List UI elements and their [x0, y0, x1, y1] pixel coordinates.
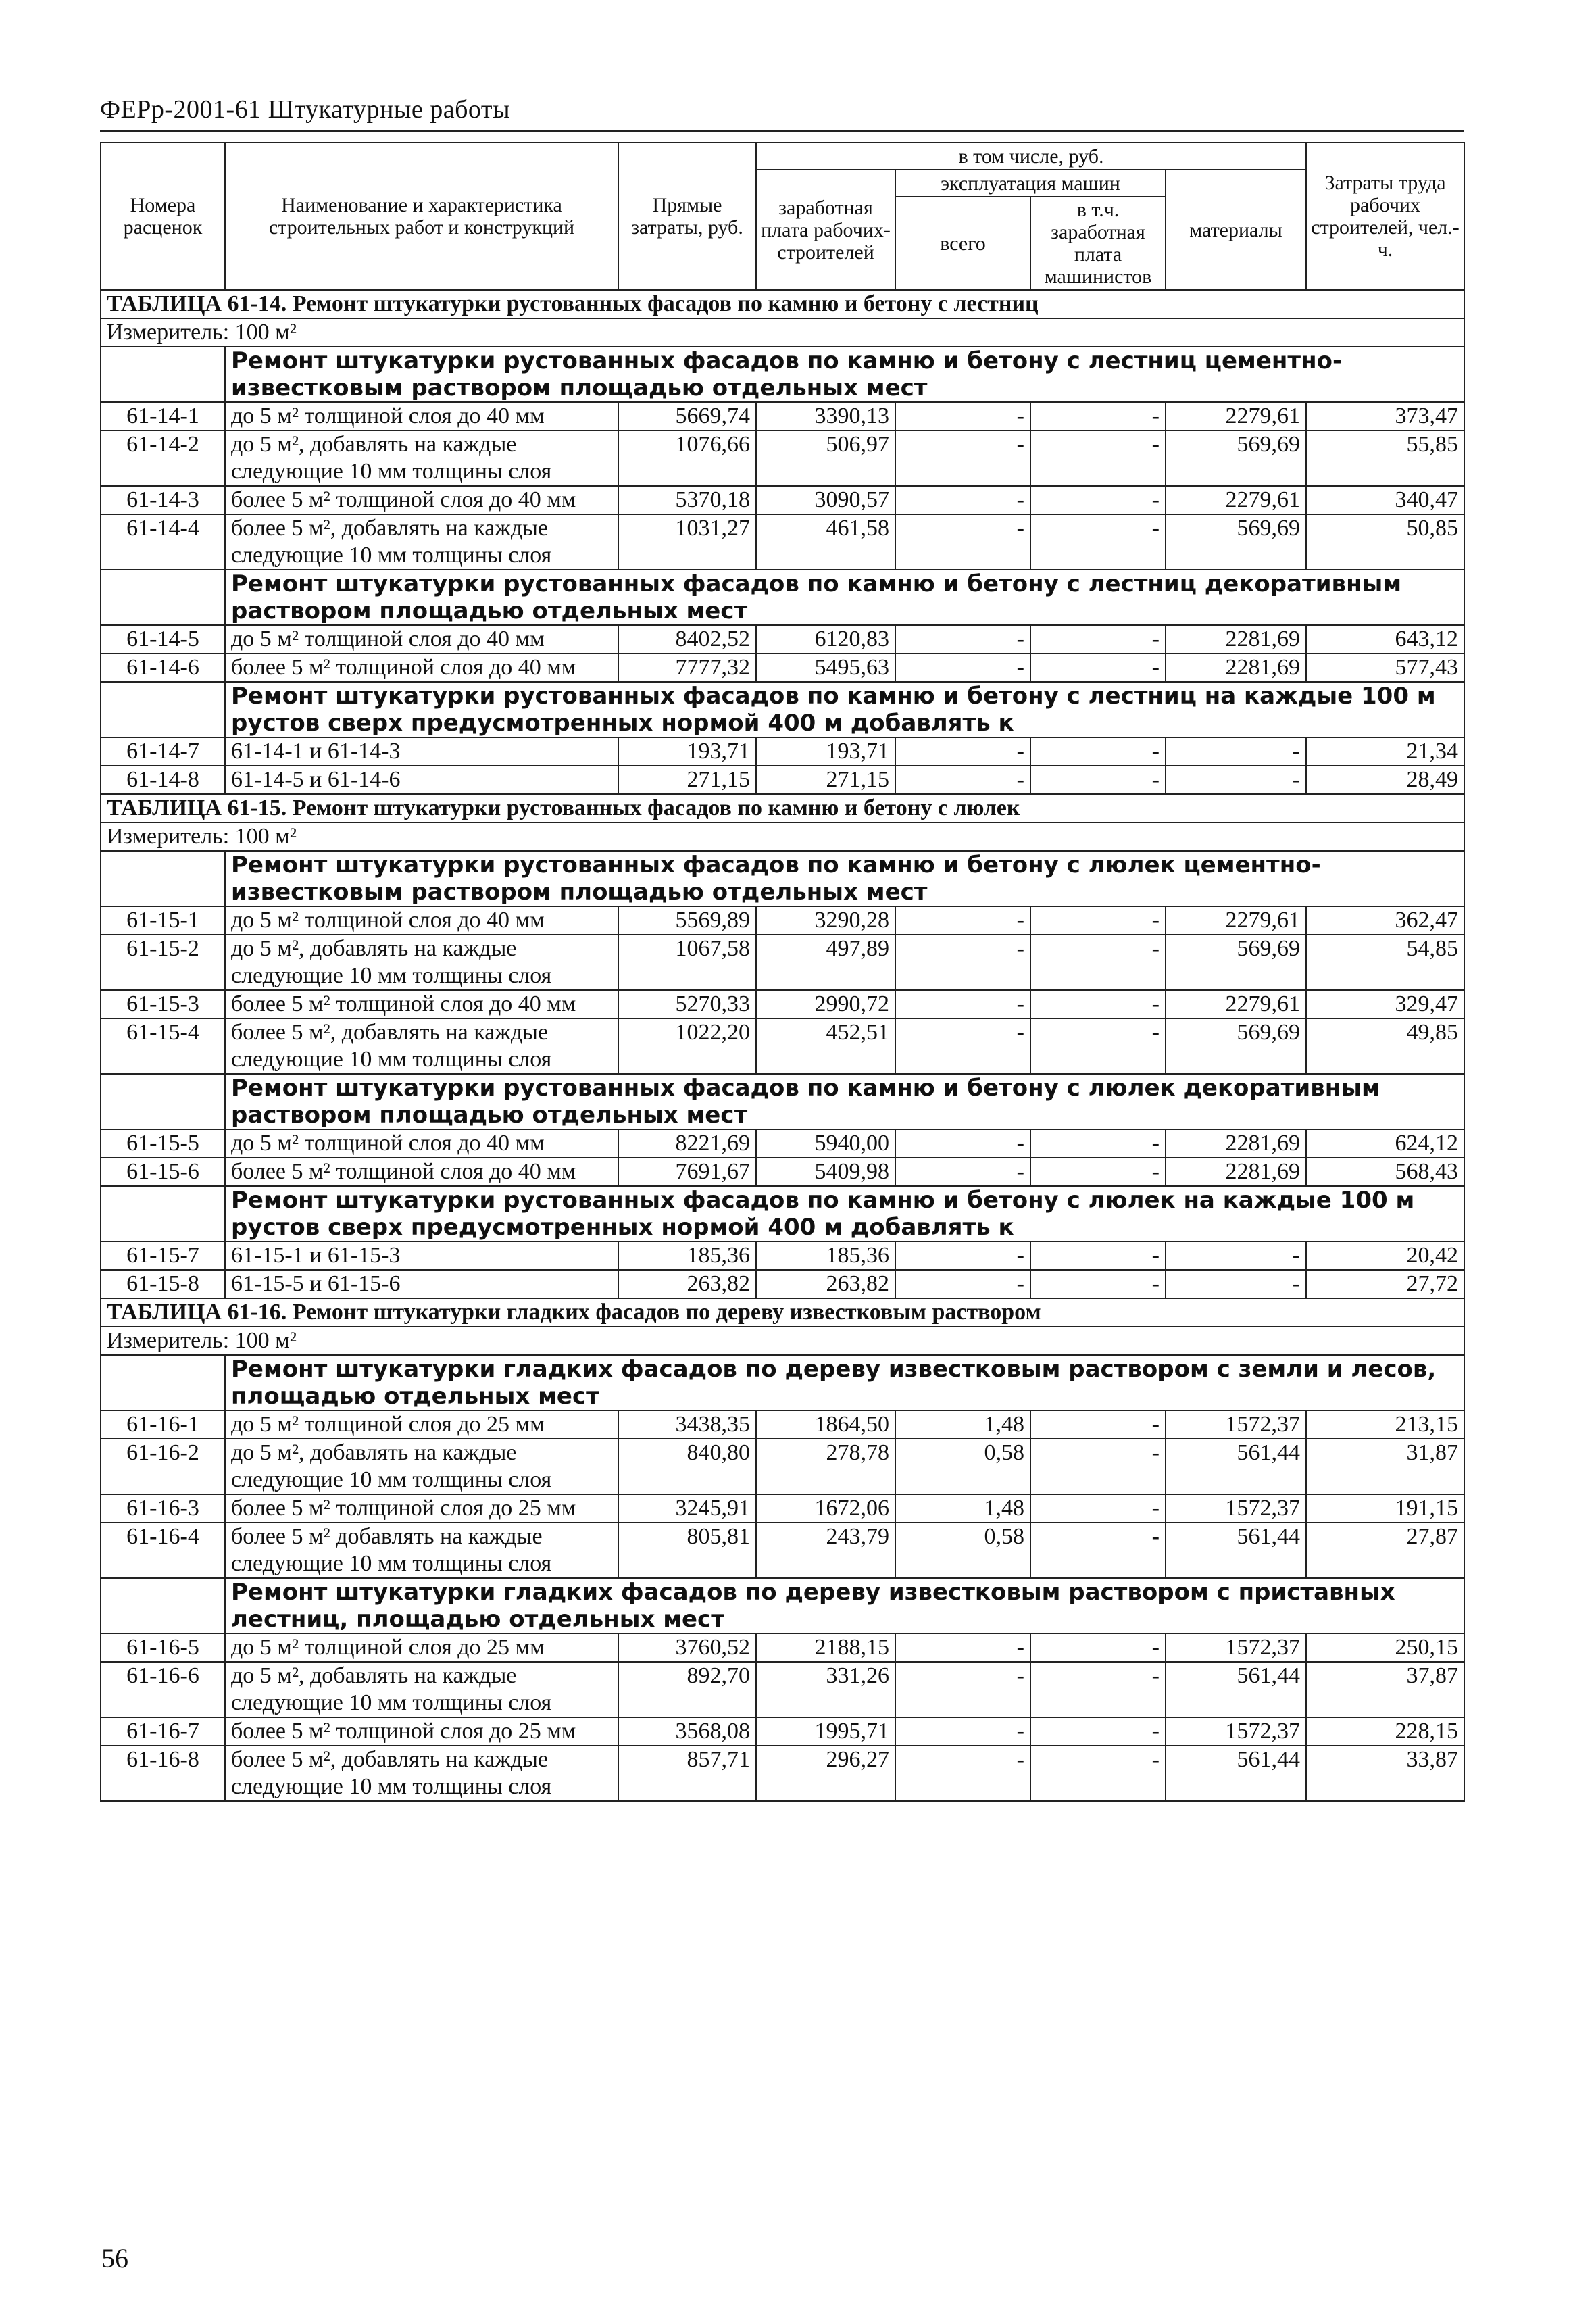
row-wages: 1995,71 — [756, 1717, 895, 1746]
row-machines-wages: - — [1030, 1129, 1166, 1158]
row-code: 61-14-4 — [101, 514, 225, 570]
row-machines-total: - — [895, 654, 1030, 682]
row-machines-total: - — [895, 1158, 1030, 1186]
row-name: до 5 м², добавлять на каждые следующие 10 мм толщины слоя — [225, 1662, 618, 1717]
row-code: 61-14-1 — [101, 402, 225, 430]
row-labor: 373,47 — [1306, 402, 1464, 430]
row-materials: 2281,69 — [1166, 1158, 1306, 1186]
row-name: до 5 м² толщиной слоя до 25 мм — [225, 1633, 618, 1662]
row-labor: 27,87 — [1306, 1523, 1464, 1578]
row-code: 61-14-7 — [101, 737, 225, 766]
row-code: 61-16-3 — [101, 1494, 225, 1523]
row-name: 61-14-5 и 61-14-6 — [225, 766, 618, 794]
row-code: 61-15-4 — [101, 1018, 225, 1074]
row-direct-cost: 1076,66 — [618, 430, 756, 486]
section-spacer — [101, 1186, 225, 1241]
row-machines-wages: - — [1030, 1523, 1166, 1578]
row-name: до 5 м², добавлять на каждые следующие 10 мм толщины слоя — [225, 430, 618, 486]
row-machines-wages: - — [1030, 1158, 1166, 1186]
row-machines-wages: - — [1030, 1717, 1166, 1746]
row-direct-cost: 5669,74 — [618, 402, 756, 430]
row-wages: 296,27 — [756, 1746, 895, 1801]
measure-row — [101, 318, 1464, 347]
row-machines-total: - — [895, 402, 1030, 430]
row-machines-total: - — [895, 766, 1030, 794]
table-row — [101, 935, 1464, 990]
section-spacer — [101, 682, 225, 737]
row-materials: 561,44 — [1166, 1523, 1306, 1578]
col-machines-total-header: всего — [895, 197, 1030, 290]
table-title-row — [101, 794, 1464, 822]
row-code: 61-15-2 — [101, 935, 225, 990]
row-machines-total: - — [895, 1129, 1030, 1158]
row-direct-cost: 840,80 — [618, 1439, 756, 1494]
section-header-row — [101, 1355, 1464, 1410]
page-header: ФЕРр-2001-61 Штукатурные работы — [100, 95, 511, 124]
row-wages: 331,26 — [756, 1662, 895, 1717]
row-code: 61-14-5 — [101, 625, 225, 654]
row-wages: 506,97 — [756, 430, 895, 486]
section-header-row — [101, 682, 1464, 737]
row-machines-wages: - — [1030, 935, 1166, 990]
row-machines-total: - — [895, 1717, 1030, 1746]
row-machines-total: - — [895, 990, 1030, 1018]
table-row — [101, 1410, 1464, 1439]
row-labor: 362,47 — [1306, 906, 1464, 935]
row-direct-cost: 185,36 — [618, 1241, 756, 1270]
row-labor: 20,42 — [1306, 1241, 1464, 1270]
row-machines-total: - — [895, 1241, 1030, 1270]
row-labor: 340,47 — [1306, 486, 1464, 514]
table-row — [101, 402, 1464, 430]
row-wages: 193,71 — [756, 737, 895, 766]
row-code: 61-15-8 — [101, 1270, 225, 1298]
row-wages: 5409,98 — [756, 1158, 895, 1186]
row-machines-total: - — [895, 1633, 1030, 1662]
row-machines-wages: - — [1030, 1270, 1166, 1298]
row-labor: 55,85 — [1306, 430, 1464, 486]
row-machines-wages: - — [1030, 430, 1166, 486]
row-machines-wages: - — [1030, 514, 1166, 570]
row-materials: 2279,61 — [1166, 906, 1306, 935]
table-row — [101, 486, 1464, 514]
table-row — [101, 1633, 1464, 1662]
row-labor: 228,15 — [1306, 1717, 1464, 1746]
table-row — [101, 1158, 1464, 1186]
row-direct-cost: 263,82 — [618, 1270, 756, 1298]
row-wages: 452,51 — [756, 1018, 895, 1074]
section-title: Ремонт штукатурки рустованных фасадов по камню и бетону с люлек декоративным раствором площадью отдельных мест — [225, 1074, 1464, 1129]
row-wages: 185,36 — [756, 1241, 895, 1270]
table-row — [101, 1439, 1464, 1494]
section-spacer — [101, 1074, 225, 1129]
table-body — [101, 290, 1464, 1801]
row-direct-cost: 3438,35 — [618, 1410, 756, 1439]
section-spacer — [101, 347, 225, 402]
row-machines-wages: - — [1030, 990, 1166, 1018]
row-machines-wages: - — [1030, 1410, 1166, 1439]
section-spacer — [101, 1355, 225, 1410]
section-header-row — [101, 570, 1464, 625]
row-labor: 568,43 — [1306, 1158, 1464, 1186]
row-wages: 3390,13 — [756, 402, 895, 430]
row-materials: - — [1166, 1270, 1306, 1298]
table-row — [101, 1018, 1464, 1074]
row-labor: 37,87 — [1306, 1662, 1464, 1717]
row-name: 61-14-1 и 61-14-3 — [225, 737, 618, 766]
row-code: 61-14-6 — [101, 654, 225, 682]
row-materials: 2281,69 — [1166, 1129, 1306, 1158]
row-machines-total: - — [895, 430, 1030, 486]
row-direct-cost: 892,70 — [618, 1662, 756, 1717]
row-direct-cost: 3568,08 — [618, 1717, 756, 1746]
section-title: Ремонт штукатурки рустованных фасадов по камню и бетону с люлек цементно-известковым раствором площадью отдельных мест — [225, 851, 1464, 906]
row-direct-cost: 8221,69 — [618, 1129, 756, 1158]
row-name: более 5 м² толщиной слоя до 25 мм — [225, 1717, 618, 1746]
row-machines-total: - — [895, 935, 1030, 990]
row-code: 61-15-7 — [101, 1241, 225, 1270]
table-title-row — [101, 1298, 1464, 1327]
table-row — [101, 990, 1464, 1018]
section-title: Ремонт штукатурки рустованных фасадов по камню и бетону с лестниц на каждые 100 м рустов сверх предусмотренных нормой 400 м добавлять к — [225, 682, 1464, 737]
row-name: до 5 м² толщиной слоя до 40 мм — [225, 906, 618, 935]
row-name: более 5 м², добавлять на каждые следующие 10 мм толщины слоя — [225, 1746, 618, 1801]
table-row — [101, 654, 1464, 682]
row-name: более 5 м² толщиной слоя до 40 мм — [225, 654, 618, 682]
row-code: 61-16-2 — [101, 1439, 225, 1494]
row-wages: 278,78 — [756, 1439, 895, 1494]
row-direct-cost: 8402,52 — [618, 625, 756, 654]
row-wages: 1864,50 — [756, 1410, 895, 1439]
section-header-row — [101, 347, 1464, 402]
row-materials: 2281,69 — [1166, 625, 1306, 654]
row-code: 61-14-8 — [101, 766, 225, 794]
row-wages: 3090,57 — [756, 486, 895, 514]
row-materials: 569,69 — [1166, 430, 1306, 486]
table-row — [101, 1746, 1464, 1801]
row-labor: 643,12 — [1306, 625, 1464, 654]
col-direct-header: Прямые затраты, руб. — [618, 143, 756, 290]
row-code: 61-15-1 — [101, 906, 225, 935]
row-labor: 54,85 — [1306, 935, 1464, 990]
row-materials: 2279,61 — [1166, 402, 1306, 430]
row-code: 61-14-3 — [101, 486, 225, 514]
section-title: Ремонт штукатурки рустованных фасадов по камню и бетону с лестниц цементно-известковым раствором площадью отдельных мест — [225, 347, 1464, 402]
row-materials: - — [1166, 737, 1306, 766]
col-materials-header: материалы — [1166, 170, 1306, 290]
row-wages: 5495,63 — [756, 654, 895, 682]
row-materials: 569,69 — [1166, 514, 1306, 570]
row-machines-wages: - — [1030, 1494, 1166, 1523]
measure-row — [101, 822, 1464, 851]
row-machines-total: - — [895, 486, 1030, 514]
row-machines-wages: - — [1030, 625, 1166, 654]
row-direct-cost: 1031,27 — [618, 514, 756, 570]
row-wages: 243,79 — [756, 1523, 895, 1578]
row-machines-total: - — [895, 514, 1030, 570]
row-machines-wages: - — [1030, 737, 1166, 766]
row-direct-cost: 3245,91 — [618, 1494, 756, 1523]
section-spacer — [101, 851, 225, 906]
row-materials: 2281,69 — [1166, 654, 1306, 682]
row-direct-cost: 1067,58 — [618, 935, 756, 990]
row-name: более 5 м² толщиной слоя до 25 мм — [225, 1494, 618, 1523]
row-direct-cost: 857,71 — [618, 1746, 756, 1801]
row-machines-total: - — [895, 737, 1030, 766]
row-labor: 191,15 — [1306, 1494, 1464, 1523]
row-name: до 5 м² толщиной слоя до 40 мм — [225, 625, 618, 654]
row-labor: 28,49 — [1306, 766, 1464, 794]
row-direct-cost: 5569,89 — [618, 906, 756, 935]
row-code: 61-15-3 — [101, 990, 225, 1018]
row-materials: - — [1166, 1241, 1306, 1270]
row-wages: 497,89 — [756, 935, 895, 990]
row-materials: 569,69 — [1166, 1018, 1306, 1074]
row-wages: 461,58 — [756, 514, 895, 570]
section-header-row — [101, 1074, 1464, 1129]
section-title: Ремонт штукатурки гладких фасадов по дереву известковым раствором с приставных лестниц, площадью отдельных мест — [225, 1578, 1464, 1633]
row-code: 61-16-1 — [101, 1410, 225, 1439]
row-materials: 2279,61 — [1166, 486, 1306, 514]
row-direct-cost: 271,15 — [618, 766, 756, 794]
row-machines-total: 0,58 — [895, 1439, 1030, 1494]
row-wages: 5940,00 — [756, 1129, 895, 1158]
row-code: 61-15-6 — [101, 1158, 225, 1186]
section-title: Ремонт штукатурки рустованных фасадов по камню и бетону с лестниц декоративным раствором площадью отдельных мест — [225, 570, 1464, 625]
header-rule — [100, 130, 1464, 132]
row-materials: 561,44 — [1166, 1662, 1306, 1717]
section-title: Ремонт штукатурки рустованных фасадов по камню и бетону с люлек на каждые 100 м рустов сверх предусмотренных нормой 400 м добавлять к — [225, 1186, 1464, 1241]
row-machines-wages: - — [1030, 1633, 1166, 1662]
row-wages: 1672,06 — [756, 1494, 895, 1523]
row-code: 61-16-8 — [101, 1746, 225, 1801]
row-materials: 1572,37 — [1166, 1494, 1306, 1523]
row-machines-wages: - — [1030, 486, 1166, 514]
row-wages: 2990,72 — [756, 990, 895, 1018]
row-name: до 5 м² толщиной слоя до 25 мм — [225, 1410, 618, 1439]
row-machines-wages: - — [1030, 766, 1166, 794]
table-title: ТАБЛИЦА 61-16. Ремонт штукатурки гладких фасадов по дереву известковым раствором — [101, 1298, 1464, 1327]
col-machines-wages-header: в т.ч. заработная плата машинистов — [1030, 197, 1166, 290]
row-name: более 5 м² добавлять на каждые следующие 10 мм толщины слоя — [225, 1523, 618, 1578]
table-row — [101, 1270, 1464, 1298]
row-direct-cost: 7691,67 — [618, 1158, 756, 1186]
row-name: 61-15-5 и 61-15-6 — [225, 1270, 618, 1298]
row-machines-total: 0,58 — [895, 1523, 1030, 1578]
table-row — [101, 766, 1464, 794]
table-title-row — [101, 290, 1464, 318]
row-code: 61-16-7 — [101, 1717, 225, 1746]
row-direct-cost: 5270,33 — [618, 990, 756, 1018]
row-machines-wages: - — [1030, 402, 1166, 430]
row-direct-cost: 193,71 — [618, 737, 756, 766]
row-machines-total: - — [895, 1746, 1030, 1801]
row-materials: 561,44 — [1166, 1439, 1306, 1494]
row-direct-cost: 3760,52 — [618, 1633, 756, 1662]
row-direct-cost: 5370,18 — [618, 486, 756, 514]
row-machines-total: 1,48 — [895, 1494, 1030, 1523]
row-machines-total: - — [895, 906, 1030, 935]
page-number: 56 — [101, 2243, 128, 2273]
row-labor: 213,15 — [1306, 1410, 1464, 1439]
table-row — [101, 906, 1464, 935]
section-spacer — [101, 570, 225, 625]
row-materials: 1572,37 — [1166, 1633, 1306, 1662]
row-name: до 5 м² толщиной слоя до 40 мм — [225, 402, 618, 430]
row-machines-total: - — [895, 1662, 1030, 1717]
col-including-header: в том числе, руб. — [756, 143, 1306, 170]
row-machines-wages: - — [1030, 1439, 1166, 1494]
row-labor: 33,87 — [1306, 1746, 1464, 1801]
rates-table — [100, 142, 1465, 1802]
row-materials: 1572,37 — [1166, 1410, 1306, 1439]
row-machines-wages: - — [1030, 654, 1166, 682]
row-direct-cost: 805,81 — [618, 1523, 756, 1578]
row-machines-wages: - — [1030, 1241, 1166, 1270]
row-direct-cost: 7777,32 — [618, 654, 756, 682]
row-name: более 5 м² толщиной слоя до 40 мм — [225, 990, 618, 1018]
row-name: до 5 м², добавлять на каждые следующие 10 мм толщины слоя — [225, 935, 618, 990]
row-wages: 2188,15 — [756, 1633, 895, 1662]
table-row — [101, 514, 1464, 570]
row-labor: 27,72 — [1306, 1270, 1464, 1298]
table-row — [101, 737, 1464, 766]
row-labor: 577,43 — [1306, 654, 1464, 682]
row-name: более 5 м², добавлять на каждые следующие 10 мм толщины слоя — [225, 514, 618, 570]
row-labor: 49,85 — [1306, 1018, 1464, 1074]
row-wages: 6120,83 — [756, 625, 895, 654]
row-machines-total: - — [895, 1270, 1030, 1298]
measure-unit: Измеритель: 100 м² — [101, 822, 1464, 851]
row-machines-wages: - — [1030, 906, 1166, 935]
row-labor: 21,34 — [1306, 737, 1464, 766]
row-code: 61-16-6 — [101, 1662, 225, 1717]
section-header-row — [101, 851, 1464, 906]
row-direct-cost: 1022,20 — [618, 1018, 756, 1074]
row-materials: 1572,37 — [1166, 1717, 1306, 1746]
row-code: 61-16-4 — [101, 1523, 225, 1578]
row-wages: 3290,28 — [756, 906, 895, 935]
col-name-header: Наименование и характеристика строительных работ и конструкций — [225, 143, 618, 290]
measure-unit: Измеритель: 100 м² — [101, 318, 1464, 347]
row-materials: - — [1166, 766, 1306, 794]
col-wages-header: заработная плата рабочих-строителей — [756, 170, 895, 290]
row-labor: 329,47 — [1306, 990, 1464, 1018]
row-code: 61-16-5 — [101, 1633, 225, 1662]
table-title: ТАБЛИЦА 61-15. Ремонт штукатурки рустованных фасадов по камню и бетону с люлек — [101, 794, 1464, 822]
row-machines-wages: - — [1030, 1746, 1166, 1801]
row-labor: 31,87 — [1306, 1439, 1464, 1494]
row-wages: 263,82 — [756, 1270, 895, 1298]
section-header-row — [101, 1186, 1464, 1241]
section-spacer — [101, 1578, 225, 1633]
row-machines-wages: - — [1030, 1018, 1166, 1074]
measure-unit: Измеритель: 100 м² — [101, 1327, 1464, 1355]
table-row — [101, 1523, 1464, 1578]
row-wages: 271,15 — [756, 766, 895, 794]
row-materials: 561,44 — [1166, 1746, 1306, 1801]
row-machines-wages: - — [1030, 1662, 1166, 1717]
row-labor: 250,15 — [1306, 1633, 1464, 1662]
table-row — [101, 625, 1464, 654]
col-code-header: Номера расценок — [101, 143, 225, 290]
table-title: ТАБЛИЦА 61-14. Ремонт штукатурки рустованных фасадов по камню и бетону с лестниц — [101, 290, 1464, 318]
col-machines-header: эксплуатация машин — [895, 170, 1166, 197]
section-title: Ремонт штукатурки гладких фасадов по дереву известковым раствором с земли и лесов, площадью отдельных мест — [225, 1355, 1464, 1410]
table-row — [101, 1494, 1464, 1523]
table-row — [101, 1129, 1464, 1158]
row-name: до 5 м², добавлять на каждые следующие 10 мм толщины слоя — [225, 1439, 618, 1494]
row-machines-total: - — [895, 1018, 1030, 1074]
row-code: 61-15-5 — [101, 1129, 225, 1158]
row-labor: 624,12 — [1306, 1129, 1464, 1158]
table-head — [101, 143, 1464, 290]
row-name: более 5 м² толщиной слоя до 40 мм — [225, 486, 618, 514]
row-materials: 2279,61 — [1166, 990, 1306, 1018]
measure-row — [101, 1327, 1464, 1355]
row-name: 61-15-1 и 61-15-3 — [225, 1241, 618, 1270]
row-labor: 50,85 — [1306, 514, 1464, 570]
row-machines-total: - — [895, 625, 1030, 654]
row-code: 61-14-2 — [101, 430, 225, 486]
row-materials: 569,69 — [1166, 935, 1306, 990]
row-name: более 5 м², добавлять на каждые следующие 10 мм толщины слоя — [225, 1018, 618, 1074]
row-machines-total: 1,48 — [895, 1410, 1030, 1439]
section-header-row — [101, 1578, 1464, 1633]
table-row — [101, 1241, 1464, 1270]
row-name: до 5 м² толщиной слоя до 40 мм — [225, 1129, 618, 1158]
table-row — [101, 430, 1464, 486]
table-row — [101, 1717, 1464, 1746]
col-labor-header: Затраты труда рабочих строителей, чел.-ч. — [1306, 143, 1464, 290]
row-name: более 5 м² толщиной слоя до 40 мм — [225, 1158, 618, 1186]
table-row — [101, 1662, 1464, 1717]
